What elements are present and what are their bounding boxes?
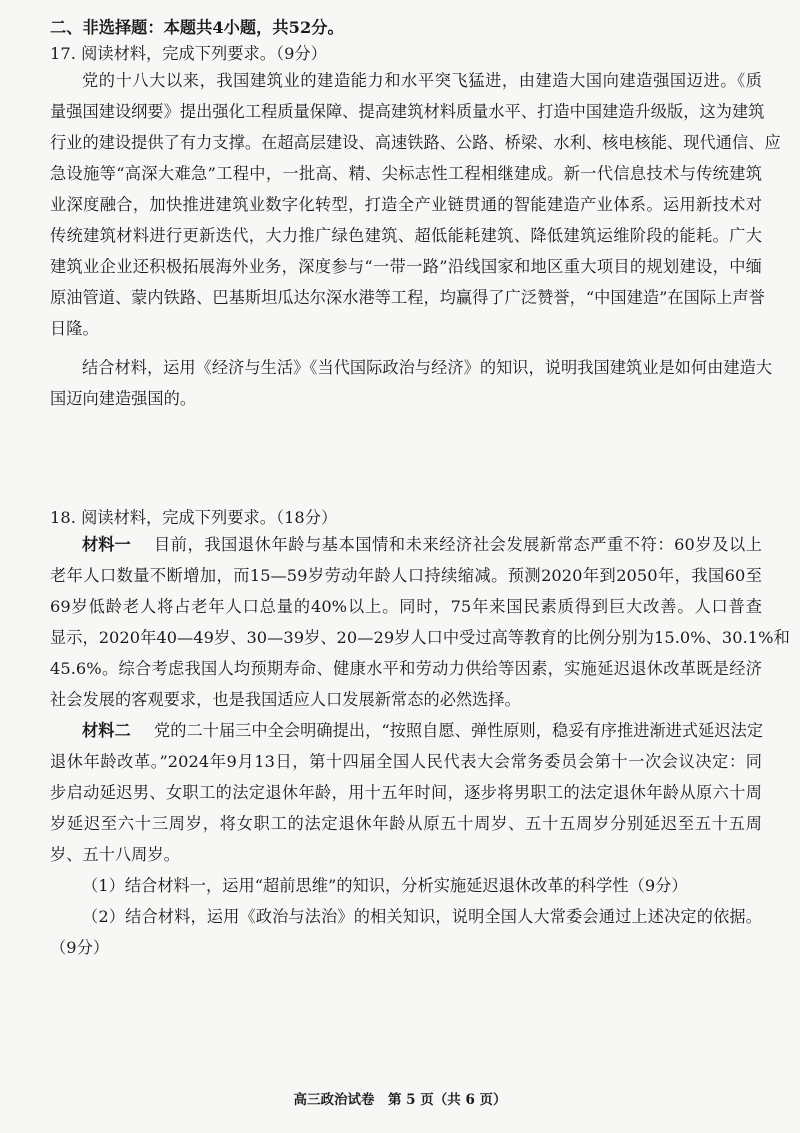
material2-line: 岁延迟至六十三周岁，将女职工的法定退休年龄从原五十周岁、五十五周岁分别延迟至五十五周: [50, 814, 762, 833]
q18-subquestion-2: （2）结合材料，运用《政治与法治》的相关知识，说明全国人大常委会通过上述决定的依据。: [82, 907, 762, 926]
material1-line: 目前，我国退休年龄与基本国情和未来经济社会发展新常态严重不符：60岁及以上: [154, 535, 762, 554]
q17-material-line: 业深度融合，加快推进建筑业数字化转型，打造全产业链贯通的智能建造产业体系。运用新技术对: [50, 195, 762, 214]
material1-line: 45.6%。综合考虑我国人均预期寿命、健康水平和劳动力供给等因素，实施延迟退休改革既是经济: [50, 659, 762, 678]
q17-material-line: 建筑业企业还积极拓展海外业务，深度参与“一带一路”沿线国家和地区重大项目的规划建设，中缅: [50, 257, 762, 276]
material2-line: 岁、五十八周岁。: [50, 845, 180, 864]
q17-title: 17. 阅读材料，完成下列要求。（9分）: [50, 44, 327, 63]
material1-label-text: 材料一: [82, 535, 131, 554]
material1-line: 显示，2020年40—49岁、30—39岁、20—29岁人口中受过高等教育的比例分别为15.0%、30.1%和: [50, 628, 790, 647]
material2-label-text: 材料二: [82, 721, 131, 740]
q17-material-line: 党的十八大以来，我国建筑业的建造能力和水平突飞猛进，由建造大国向建造强国迈进。《质: [82, 71, 762, 90]
q17-task-line: 国迈向建造强国的。: [50, 389, 197, 408]
q18-title: 18. 阅读材料，完成下列要求。（18分）: [50, 508, 338, 527]
material2-label: [82, 721, 142, 741]
material1-label: [82, 535, 142, 555]
q18-subquestion-2-points: （9分）: [50, 938, 110, 957]
q17-material-line: 行业的建设提供了有力支撑。在超高层建设、高速铁路、公路、桥梁、水利、核电核能、现代通信、应: [50, 133, 781, 152]
material1-line: 社会发展的客观要求，也是我国适应人口发展新常态的必然选择。: [50, 690, 521, 709]
material2-line: 步启动延迟男、女职工的法定退休年龄，用十五年时间，逐步将男职工的法定退休年龄从原六十周: [50, 783, 762, 802]
q17-material-line: 急设施等“高深大难急”工程中，一批高、精、尖标志性工程相继建成。新一代信息技术与传统建筑: [50, 164, 762, 183]
material1-line: 69岁低龄老人将占老年人口总量的40%以上。同时，75年来国民素质得到巨大改善。人口普查: [50, 597, 762, 616]
section-heading: 二、非选择题：本题共4小题，共52分。: [50, 18, 344, 37]
material1-line: 老年人口数量不断增加，而15—59岁劳动年龄人口持续缩减。预测2020年到2050年，我国60至: [50, 566, 762, 585]
q17-material-line: 传统建筑材料进行更新迭代，大力推广绿色建筑、超低能耗建筑、降低建筑运维阶段的能耗。广大: [50, 226, 762, 245]
q17-material-line: 量强国建设纲要》提出强化工程质量保障、提高建筑材料质量水平、打造中国建造升级版，这为建筑: [50, 102, 765, 121]
q17-material-line: 原油管道、蒙内铁路、巴基斯坦瓜达尔深水港等工程，均赢得了广泛赞誉，“中国建造”在国际上声誉: [50, 288, 765, 307]
page-footer: 高三政治试卷 第 5 页（共 6 页）: [293, 1092, 507, 1108]
q17-material-line: 日隆。: [50, 319, 99, 338]
material2-line: 党的二十届三中全会明确提出，“按照自愿、弹性原则，稳妥有序推进渐进式延迟法定: [154, 721, 764, 740]
q17-task-line: 结合材料，运用《经济与生活》《当代国际政治与经济》的知识，说明我国建筑业是如何由建造大: [82, 358, 773, 377]
q18-subquestion-1: （1）结合材料一，运用“超前思维”的知识，分析实施延迟退休改革的科学性（9分）: [82, 876, 688, 895]
material2-line: 退休年龄改革。”2024年9月13日，第十四届全国人民代表大会常务委员会第十一次会议决定：同: [50, 752, 762, 771]
